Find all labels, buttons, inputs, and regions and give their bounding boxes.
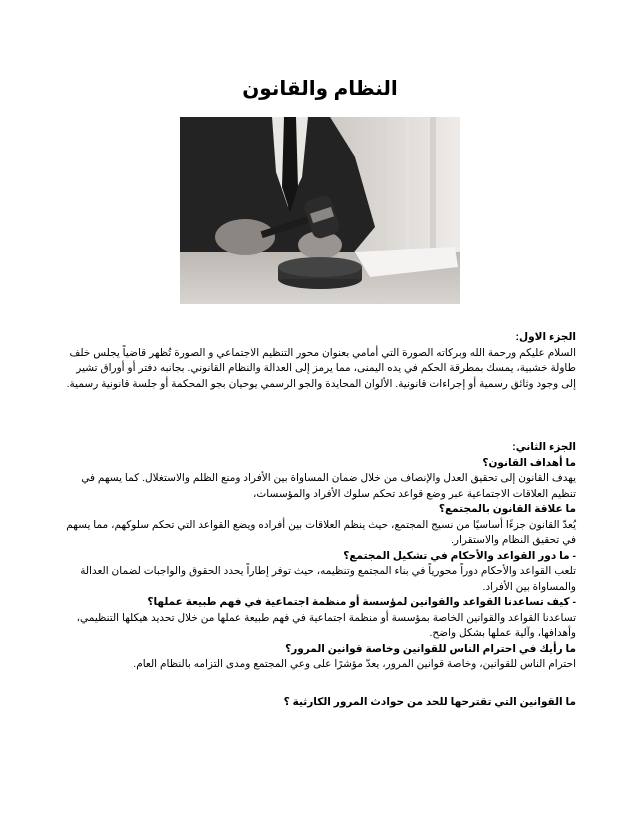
question-law-society: ما علاقة القانون بالمجتمع؟ [438, 503, 576, 515]
part-two [62, 440, 576, 710]
document-title: النظام والقانون [242, 78, 398, 100]
answer-laws-goals: يهدف القانون إلى تحقيق العدل والإنصاف من خلال ضمان المساواة بين الأفراد ومنع الظلم والاستغلال. كما يسهم في تنظيم العلاقات الاجتماعية عبر وضع قواعد تحكم سلوك الأفراد والمؤسسات، [81, 472, 576, 500]
question-laws-goals: ما أهداف القانون؟ [482, 456, 576, 469]
document-body [62, 330, 576, 710]
final-question: ما القوانين التي تقترحها للحد من حوادث المرور الكارثية ؟ [283, 695, 576, 708]
question-institution-rules: - كيف تساعدنا القواعد والقوانين لمؤسسة أو منظمة اجتماعية في فهم طبيعة عملها؟ [147, 596, 576, 608]
answer-traffic-respect: احترام الناس للقوانين، وخاصة قوانين المرور، يعدّ مؤشرًا على وعي المجتمع ومدى التزامه بالنظام العام. [133, 658, 576, 670]
spacer [62, 392, 576, 440]
part-one [62, 330, 576, 392]
part-one-heading: الجزء الاول: [515, 331, 576, 343]
question-traffic-respect: ما رأيك في احترام الناس للقوانين وخاصة قوانين المرور؟ [285, 642, 576, 655]
spacer [62, 673, 576, 695]
answer-institution-rules: تساعدنا القواعد والقوانين الخاصة بمؤسسة أو منظمة اجتماعية في فهم طبيعة عملها من خلال تحديد هيكلها التنظيمي، وأهدافها، وآلية عملها بشكل واضح. [76, 611, 576, 639]
part-one-body: السلام عليكم ورحمة الله وبركاته الصورة التي أمامي بعنوان محور التنظيم الاجتماعي و الصورة تُظهر قاضياً يجلس خلف طاولة خشبية، يمسك بمطرقة الحكم في يده اليمنى، مما يرمز إلى العدالة والنظام القانوني. بجانبه دفتر أو أوراق تشير إلى وجود وثائق رسمية أو إجراءات قانونية. الألوان المحايدة والجو الرسمي يوحيان بجو المحكمة أو جلسة قانونية رسمية. [66, 346, 576, 390]
answer-law-society: يُعدّ القانون جزءًا أساسيًا من نسيج المجتمع، حيث ينظم العلاقات بين أفراده ويضع القواعد التي تحكم سلوكهم، مما يسهم في تحقيق النظام والاستقرار. [66, 518, 576, 546]
part-two-heading: الجزء الثاني: [512, 441, 576, 453]
answer-rules-role: تلعب القواعد والأحكام دوراً محورياً في بناء المجتمع وتنظيمه، حيث توفر إطاراً يحدد الحقوق والواجبات لضمان العدالة والمساواة بين الأفراد. [80, 565, 576, 593]
question-rules-role: - ما دور القواعد والأحكام في تشكيل المجتمع؟ [343, 549, 576, 562]
judge-gavel-photo [180, 117, 460, 304]
